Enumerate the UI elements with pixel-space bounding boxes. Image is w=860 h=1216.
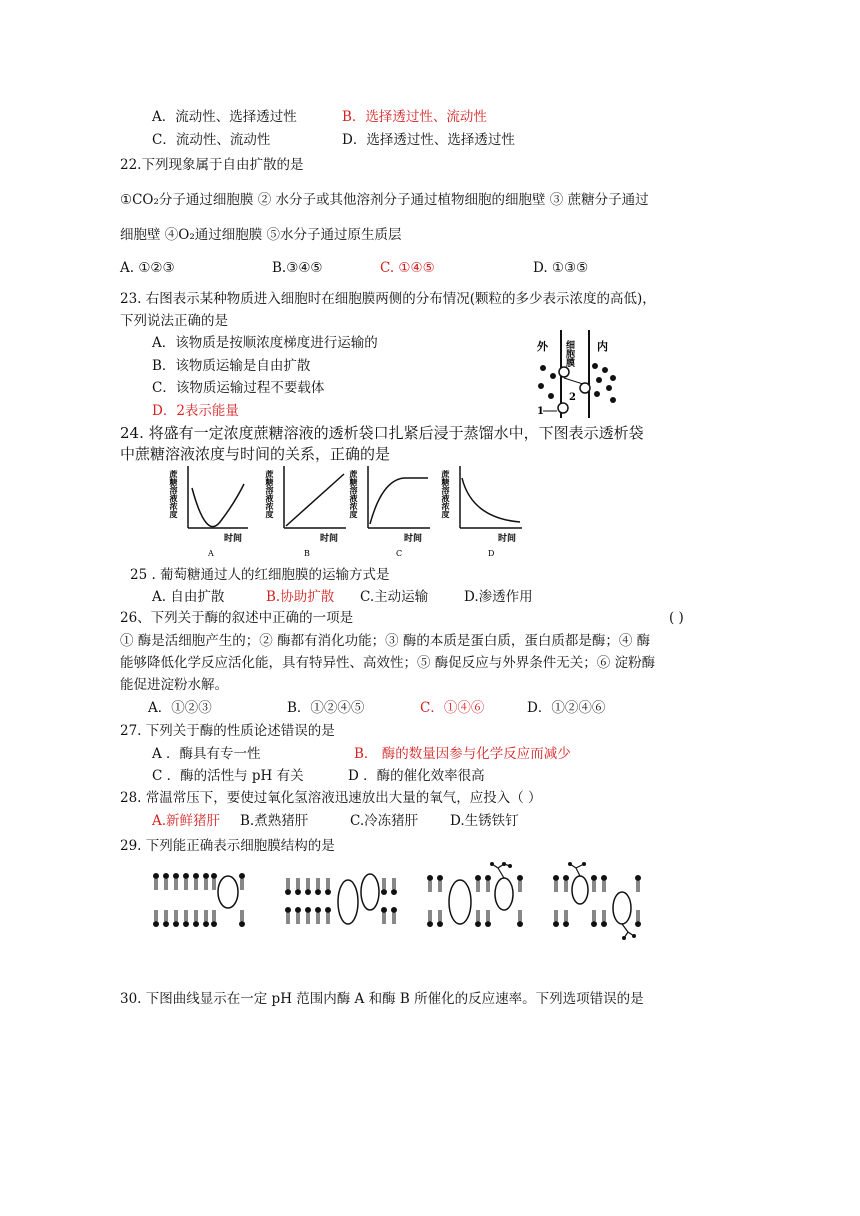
particle-out bbox=[540, 365, 546, 371]
q25-option-b: B.协助扩散 bbox=[266, 589, 335, 605]
q21-option-d: D．选择透过性、选择透过性 bbox=[342, 132, 515, 148]
graph-d-letter: D bbox=[488, 549, 495, 558]
graph-b-letter: B bbox=[304, 549, 310, 558]
particle-in bbox=[610, 397, 616, 403]
q26-option-b: B．①②④⑤ bbox=[287, 700, 365, 716]
membrane-transport-figure bbox=[533, 328, 619, 420]
graph-c-letter: C bbox=[396, 549, 403, 558]
protein bbox=[218, 876, 238, 908]
glycoprotein-chain bbox=[492, 864, 510, 878]
q27-option-a: A ．酶具有专一性 bbox=[152, 746, 261, 762]
q22-line2: 细胞壁 ④O₂通过细胞膜 ⑤水分子通过原生质层 bbox=[120, 227, 402, 243]
figure-label-in: 内 bbox=[597, 340, 608, 353]
particle-in bbox=[610, 375, 616, 381]
figure-label-membrane: 细胞膜 bbox=[564, 340, 574, 367]
q23-option-a: A．该物质是按顺浓度梯度进行运输的 bbox=[152, 335, 378, 351]
q21-option-b: B．选择透过性、流动性 bbox=[342, 109, 487, 125]
protein bbox=[338, 880, 358, 924]
q27-option-d: D ．酶的催化效率很高 bbox=[348, 768, 485, 784]
particle-in bbox=[596, 377, 602, 383]
q25-option-c: C.主动运输 bbox=[360, 589, 429, 605]
q22-option-d: D. ①③⑤ bbox=[533, 260, 589, 276]
protein bbox=[495, 878, 513, 910]
particle-in bbox=[606, 385, 612, 391]
q22-option-c: C. ①④⑤ bbox=[380, 260, 435, 276]
q28-option-c: C.冷冻猪肝 bbox=[350, 813, 419, 829]
q26-line3: 能促进淀粉水解。 bbox=[120, 677, 228, 693]
q23-option-d: D．2表示能量 bbox=[152, 403, 239, 419]
q25-option-d: D.渗透作用 bbox=[464, 589, 533, 605]
q23-option-b: B．该物质运输是自由扩散 bbox=[152, 358, 311, 374]
protein bbox=[572, 876, 588, 904]
graph-b-ylabel: 蔗糖溶液浓度 bbox=[265, 470, 275, 518]
particle-out bbox=[550, 373, 556, 379]
carrier-circle bbox=[558, 403, 568, 413]
graph-b-xlabel: 时间 bbox=[320, 534, 339, 544]
q23-stem-line1: 23. 右图表示某种物质进入细胞时在细胞膜两侧的分布情况(颗粒的多少表示浓度的高低)， bbox=[120, 291, 656, 307]
graph-b-curve bbox=[286, 474, 344, 526]
q26-option-c: C．①④⑥ bbox=[420, 700, 485, 716]
q27-stem: 27. 下列关于酶的性质论述错误的是 bbox=[120, 723, 335, 739]
protein bbox=[361, 874, 379, 910]
q24-graphs bbox=[168, 464, 538, 560]
graph-b bbox=[264, 466, 346, 558]
q28-option-a: A.新鲜猪肝 bbox=[152, 813, 221, 829]
particle-in bbox=[594, 391, 600, 397]
q24-stem-line2: 中蔗糖溶液浓度与时间的关系，正确的是 bbox=[120, 445, 391, 463]
q27-option-b: B． 酶的数量因参与化学反应而减少 bbox=[354, 746, 571, 762]
graph-c-ylabel: 蔗糖溶液浓度 bbox=[349, 470, 359, 518]
membrane-models-figure bbox=[148, 862, 648, 942]
particle-out bbox=[548, 393, 554, 399]
q26-option-d: D．①②④⑥ bbox=[527, 700, 606, 716]
q29-stem: 29. 下列能正确表示细胞膜结构的是 bbox=[120, 838, 335, 854]
membrane-model-2 bbox=[285, 874, 397, 924]
graph-a-letter: A bbox=[208, 549, 214, 558]
q23-stem-line2: 下列说法正确的是 bbox=[120, 313, 228, 329]
q26-line2: 能够降低化学反应活化能，具有特异性、高效性；⑤ 酶促反应与外界条件无关；⑥ 淀粉酶 bbox=[120, 655, 656, 671]
figure-label-out: 外 bbox=[537, 340, 548, 353]
q22-stem: 22.下列现象属于自由扩散的是 bbox=[120, 157, 304, 173]
carrier-circle bbox=[580, 383, 590, 393]
membrane-model-1 bbox=[153, 873, 245, 927]
q22-option-b: B.③④⑤ bbox=[272, 260, 323, 276]
protein bbox=[449, 880, 471, 924]
q25-stem: 25 . 葡萄糖通过人的红细胞膜的运输方式是 bbox=[130, 567, 390, 583]
graph-c-xlabel: 时间 bbox=[404, 534, 423, 544]
q28-option-d: D.生锈铁钉 bbox=[450, 813, 519, 829]
glycoprotein-chain bbox=[570, 864, 584, 876]
q22-option-a: A. ①②③ bbox=[120, 260, 175, 276]
graph-c-curve bbox=[370, 478, 428, 524]
q24-stem-line1: 24. 将盛有一定浓度蔗糖溶液的透析袋口扎紧后浸于蒸馏水中，下图表示透析袋 bbox=[120, 424, 644, 442]
q27-option-c: C ．酶的活性与 pH 有关 bbox=[152, 768, 304, 784]
q25-option-a: A. 自由扩散 bbox=[152, 589, 225, 605]
figure-number-1: 1 bbox=[537, 406, 544, 417]
q26-option-a: A．①②③ bbox=[148, 700, 212, 716]
graph-d-ylabel: 蔗糖溶液浓度 bbox=[441, 470, 451, 518]
particle-in bbox=[592, 363, 598, 369]
membrane-model-3 bbox=[427, 862, 523, 927]
q28-option-b: B.煮熟猪肝 bbox=[240, 813, 309, 829]
figure-number-2: 2 bbox=[569, 392, 576, 403]
particle-out bbox=[538, 383, 544, 389]
graph-a-curve bbox=[192, 484, 244, 527]
q22-line1: ①CO₂分子通过细胞膜 ② 水分子或其他溶剂分子通过植物细胞的细胞壁 ③ 蔗糖分子通过 bbox=[120, 192, 649, 208]
graph-c bbox=[348, 466, 430, 558]
q23-option-c: C．该物质运输过程不要载体 bbox=[152, 380, 325, 396]
q28-stem: 28. 常温常压下，要使过氧化氢溶液迅速放出大量的氧气，应投入（ ） bbox=[120, 790, 542, 806]
carrier-circle bbox=[559, 367, 569, 377]
q30-stem: 30. 下图曲线显示在一定 pH 范围内酶 A 和酶 B 所催化的反应速率。下列选项错误的是 bbox=[120, 991, 644, 1007]
q26-line1: ① 酶是活细胞产生的；② 酶都有消化功能；③ 酶的本质是蛋白质，蛋白质都是酶；④ 酶 bbox=[120, 633, 651, 649]
membrane-model-4 bbox=[553, 862, 641, 940]
protein bbox=[613, 892, 631, 924]
q21-option-c: C．流动性、流动性 bbox=[152, 132, 271, 148]
graph-a bbox=[168, 466, 248, 558]
particle-in bbox=[602, 367, 608, 373]
graph-a-ylabel: 蔗糖溶液浓度 bbox=[169, 470, 179, 518]
q26-answer-paren: ( ) bbox=[669, 610, 684, 626]
graph-d bbox=[440, 466, 522, 558]
graph-d-curve bbox=[462, 478, 520, 522]
graph-d-xlabel: 时间 bbox=[498, 534, 517, 544]
graph-a-xlabel: 时间 bbox=[224, 534, 243, 544]
q21-option-a: A．流动性、选择透过性 bbox=[152, 109, 297, 125]
q26-stem: 26、下列关于酶的叙述中正确的一项是 bbox=[120, 610, 354, 626]
